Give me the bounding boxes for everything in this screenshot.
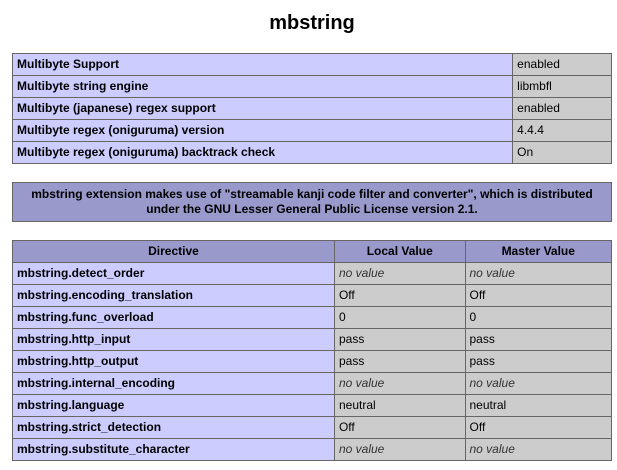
master-value: [465, 439, 612, 461]
local-value-text: no value: [338, 442, 385, 456]
local-value: 0: [334, 307, 465, 329]
table-row: [13, 98, 612, 120]
support-label: Multibyte (japanese) regex support: [13, 98, 513, 120]
table-row: [13, 263, 612, 285]
support-label: Multibyte Support: [13, 54, 513, 76]
master-value: pass: [465, 351, 612, 373]
local-value-text: no value: [338, 266, 385, 280]
master-value-text: no value: [469, 442, 515, 456]
local-value: Off: [334, 417, 465, 439]
master-value: [465, 373, 612, 395]
support-table: [12, 53, 612, 164]
table-row: [13, 329, 612, 351]
support-label: Multibyte string engine: [13, 76, 513, 98]
directive-name: mbstring.substitute_character: [13, 439, 335, 461]
directive-name: mbstring.http_output: [13, 351, 335, 373]
column-header-local-value: Local Value: [334, 241, 465, 263]
table-row: [13, 395, 612, 417]
directive-name: mbstring.strict_detection: [13, 417, 335, 439]
directive-name: mbstring.func_overload: [13, 307, 335, 329]
master-value: neutral: [465, 395, 612, 417]
table-row: [13, 120, 612, 142]
table-header-row: [13, 241, 612, 263]
directive-name: mbstring.detect_order: [13, 263, 335, 285]
table-row: [13, 285, 612, 307]
license-notice: mbstring extension makes use of "streamable kanji code filter and converter", which is distributed under the GNU Lesser General Public License version 2.1.: [13, 183, 612, 222]
table-row: [13, 76, 612, 98]
table-row: [13, 307, 612, 329]
support-value: enabled: [513, 54, 612, 76]
support-label: Multibyte regex (oniguruma) version: [13, 120, 513, 142]
table-row: [13, 417, 612, 439]
master-value-text: no value: [469, 376, 515, 390]
license-table: [12, 182, 612, 222]
master-value: Off: [465, 285, 612, 307]
directives-table: [12, 240, 612, 461]
master-value: Off: [465, 417, 612, 439]
local-value-text: no value: [338, 376, 385, 390]
directive-name: mbstring.http_input: [13, 329, 335, 351]
table-row: [13, 373, 612, 395]
support-value: On: [513, 142, 612, 164]
local-value: neutral: [334, 395, 465, 417]
table-row: [13, 439, 612, 461]
local-value: pass: [334, 329, 465, 351]
local-value: pass: [334, 351, 465, 373]
local-value: [334, 439, 465, 461]
master-value: pass: [465, 329, 612, 351]
directive-name: mbstring.internal_encoding: [13, 373, 335, 395]
table-row: [13, 142, 612, 164]
column-header-directive: Directive: [13, 241, 335, 263]
support-value: 4.4.4: [513, 120, 612, 142]
page-title: mbstring: [269, 12, 355, 34]
local-value: [334, 373, 465, 395]
support-value: enabled: [513, 98, 612, 120]
column-header-master-value: Master Value: [465, 241, 612, 263]
support-value: libmbfl: [513, 76, 612, 98]
master-value-text: no value: [469, 266, 515, 280]
master-value: 0: [465, 307, 612, 329]
directive-name: mbstring.language: [13, 395, 335, 417]
local-value: Off: [334, 285, 465, 307]
support-label: Multibyte regex (oniguruma) backtrack check: [13, 142, 513, 164]
directive-name: mbstring.encoding_translation: [13, 285, 335, 307]
local-value: [334, 263, 465, 285]
table-row: [13, 351, 612, 373]
table-row: [13, 54, 612, 76]
master-value: [465, 263, 612, 285]
